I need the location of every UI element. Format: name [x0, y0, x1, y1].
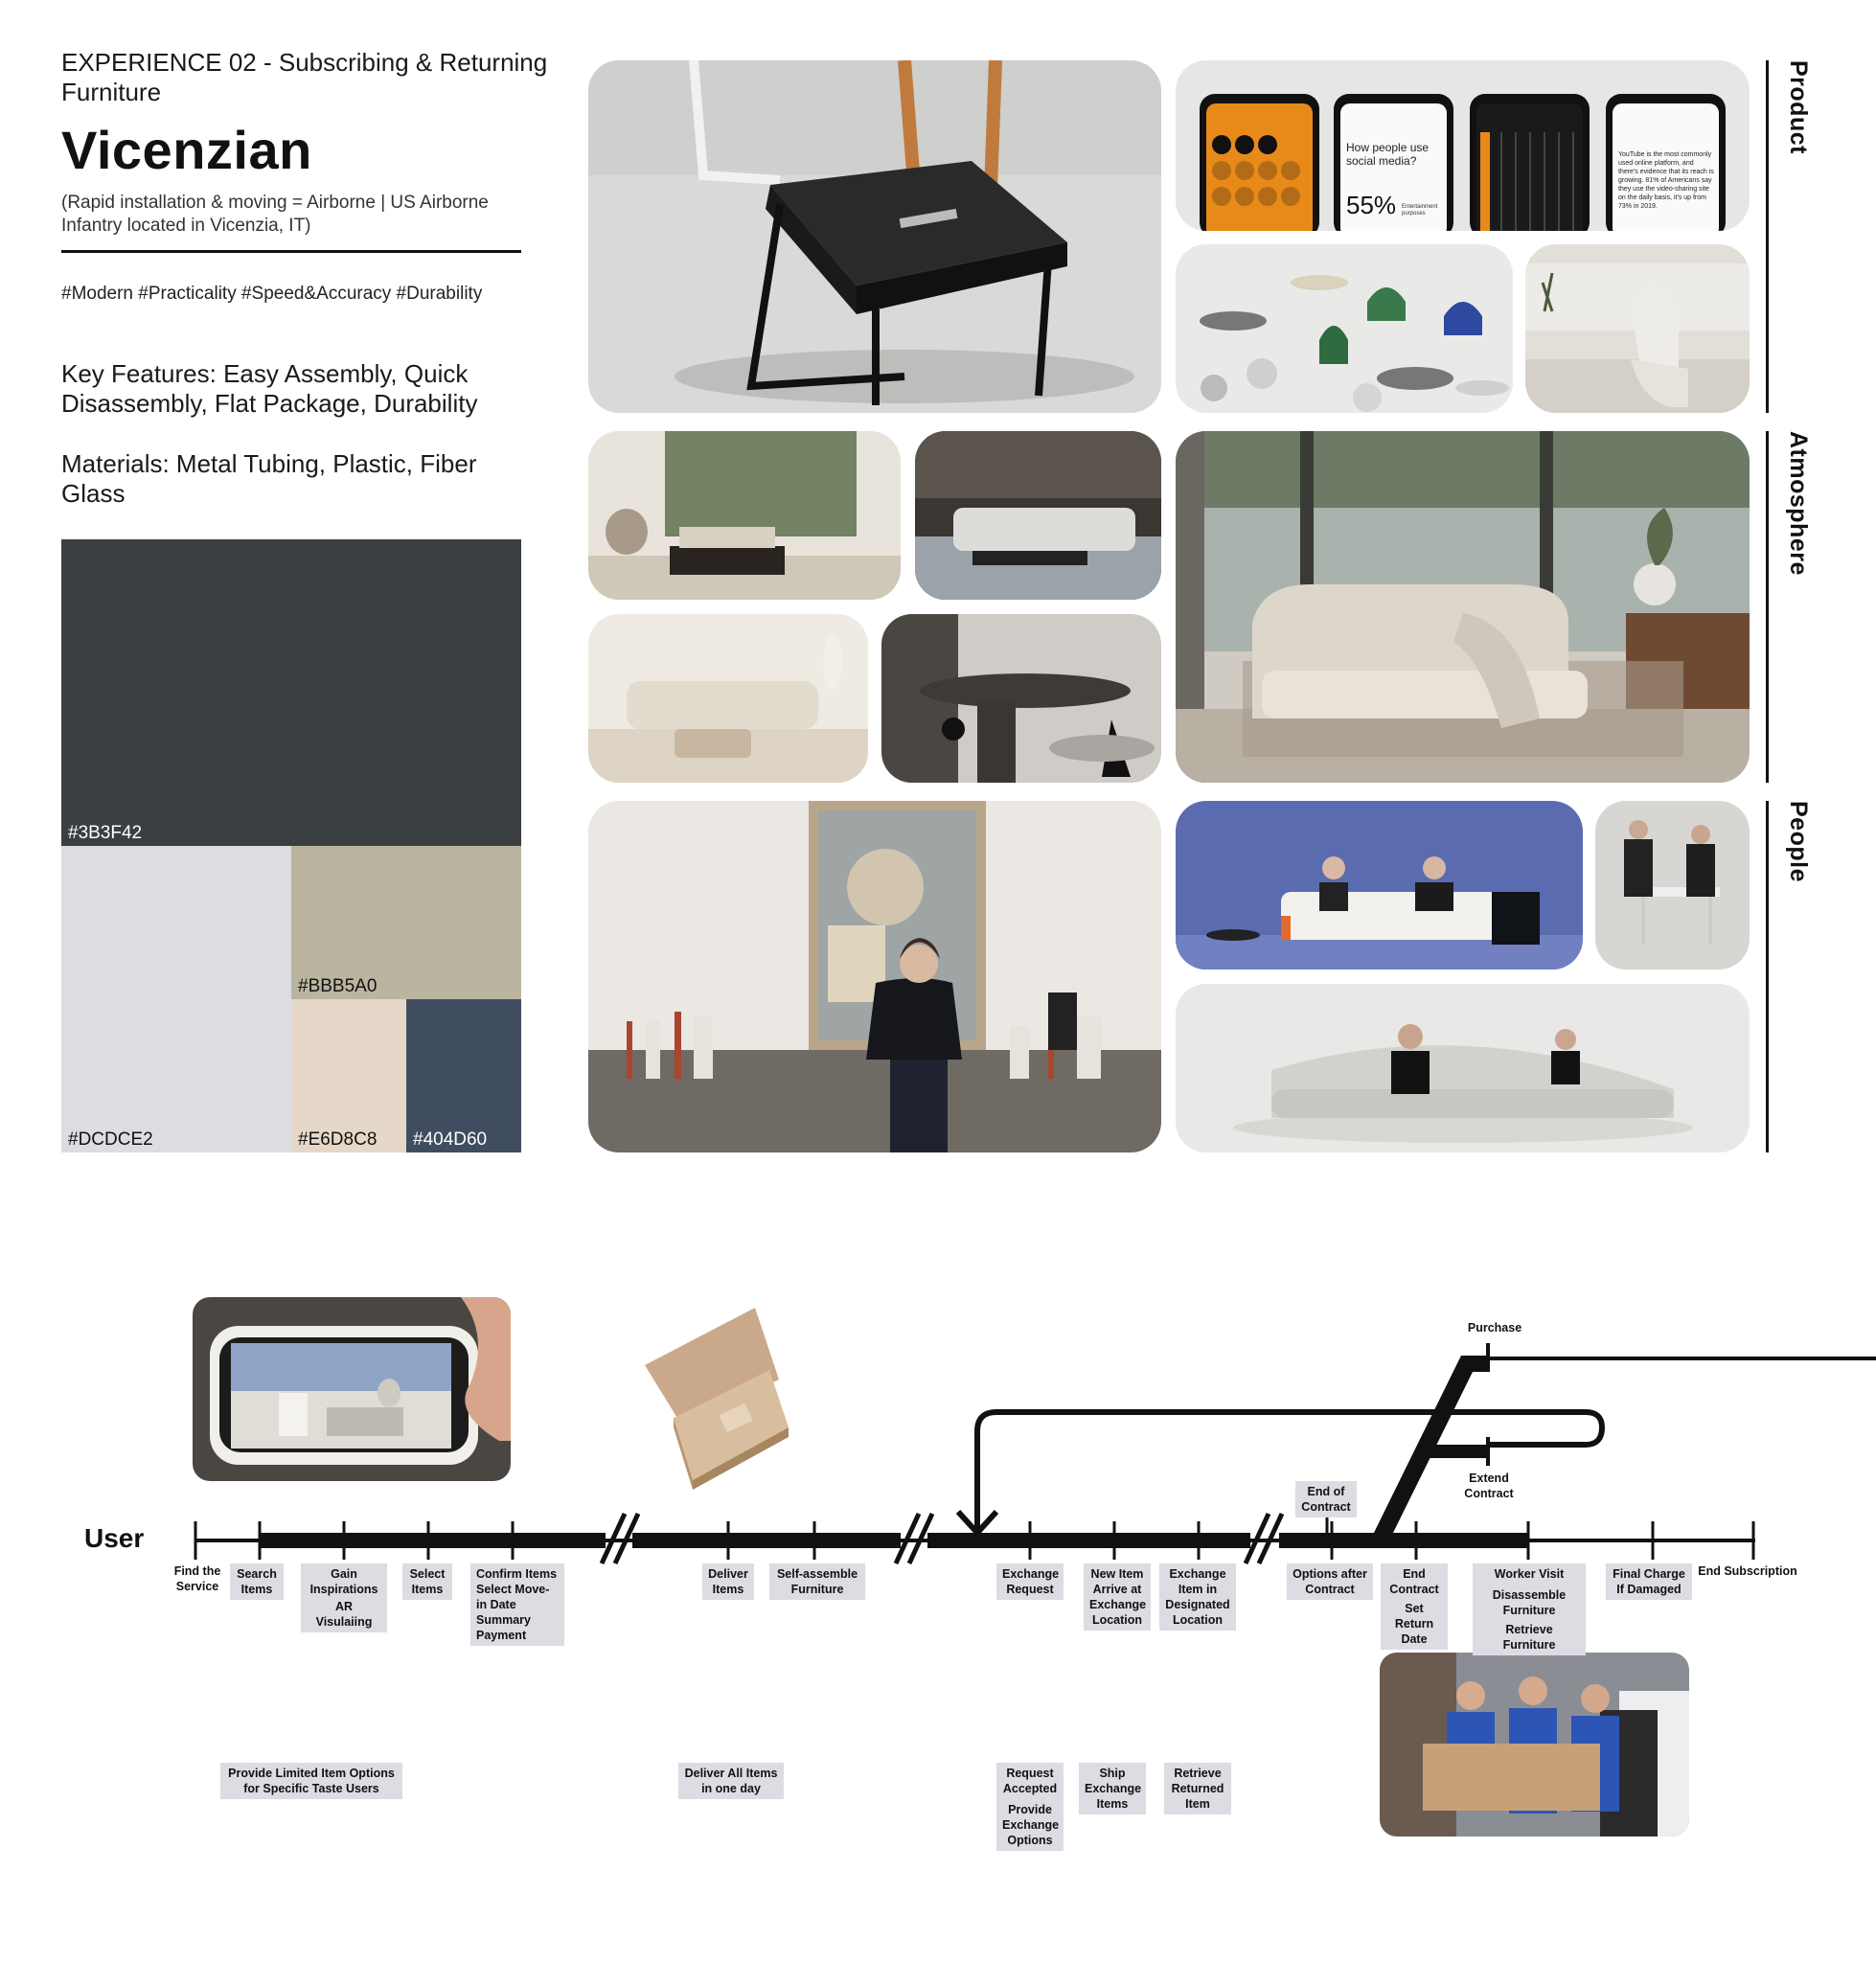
- stage-worker-visit: Worker Visit: [1473, 1563, 1586, 1585]
- actor-label: User: [84, 1523, 145, 1553]
- section-rule-product: [1766, 60, 1769, 413]
- swatch-cream: [291, 999, 406, 1152]
- photo-beige-sofa-room: [588, 614, 868, 783]
- stage-exchange-request: Exchange Request: [996, 1563, 1064, 1600]
- swatch-light-gray: [61, 846, 291, 1152]
- section-label-atmosphere: Atmosphere: [1785, 431, 1812, 576]
- backstage-retrieve-returned: Retrieve Returned Item: [1164, 1763, 1231, 1814]
- hashtags: #Modern #Practicality #Speed&Accuracy #Durability: [61, 284, 483, 304]
- stage-new-item-arrive: New Item Arrive at Exchange Location: [1084, 1563, 1151, 1631]
- stage-find-service: Find the Service: [173, 1564, 221, 1593]
- stage-self-assemble: Self-assemble Furniture: [769, 1563, 865, 1600]
- swatch-label: #DCDCE2: [68, 1129, 153, 1150]
- phone-stat-caption: Entertainment purposes: [1402, 204, 1438, 217]
- section-rule-people: [1766, 801, 1769, 1152]
- stage-final-charge: Final Charge If Damaged: [1606, 1563, 1692, 1600]
- stage-set-return-date: Set Return Date: [1381, 1598, 1448, 1650]
- swatch-khaki: [291, 846, 521, 999]
- stage-ar-visualizing: AR Visulaiing: [301, 1596, 387, 1632]
- swatch-label: #BBB5A0: [298, 976, 377, 996]
- photo-chair-collection: [1176, 244, 1513, 413]
- backstage-limited-options: Provide Limited Item Options for Specific Taste Users: [220, 1763, 402, 1799]
- photo-couple-on-sofa: [1176, 801, 1583, 970]
- photo-social-media-phones: [1176, 60, 1750, 231]
- photo-people-at-table: [1595, 801, 1750, 970]
- branch-purchase: Purchase: [1467, 1321, 1522, 1335]
- materials: Materials: Metal Tubing, Plastic, Fiber Glass: [61, 449, 477, 508]
- brand-name: Vicenzian: [61, 120, 312, 180]
- experience-title: EXPERIENCE 02 - Subscribing & Returning Furniture: [61, 48, 548, 106]
- photo-couple-curved-sofa: [1176, 984, 1750, 1152]
- stage-end-contract: End Contract: [1381, 1563, 1448, 1600]
- phone-heading: How people use social media?: [1346, 141, 1430, 168]
- photo-modern-living-room: [915, 431, 1161, 600]
- phone-paragraph: YouTube is the most commonly used online platform, and there's evidence that its reach is growing. 81% of Americans say they use the video-sharing site on the daily basis, it's up from 73% in 2019.: [1618, 151, 1714, 210]
- stage-confirm-payment: Confirm Items Select Move-in Date Summary Payment: [470, 1563, 564, 1646]
- stage-deliver-items: Deliver Items: [702, 1563, 754, 1600]
- brand-note: (Rapid installation & moving = Airborne | US Airborne Infantry located in Vicenzia, IT): [61, 193, 489, 236]
- section-label-people: People: [1785, 801, 1812, 882]
- photo-lakeview-sofa: [1176, 431, 1750, 783]
- backstage-request-accepted: Request Accepted: [996, 1763, 1064, 1799]
- stage-end-subscription: End Subscription: [1698, 1564, 1797, 1578]
- backstage-deliver-one-day: Deliver All Items in one day: [678, 1763, 784, 1799]
- photo-dark-dining-room: [881, 614, 1161, 783]
- swatch-label: #3B3F42: [68, 823, 143, 843]
- swatch-charcoal: [61, 539, 521, 846]
- backstage-exchange-options: Provide Exchange Options: [996, 1799, 1064, 1851]
- photo-black-stool: [588, 60, 1161, 413]
- key-features: Key Features: Easy Assembly, Quick Disassembly, Flat Package, Durability: [61, 359, 478, 418]
- photo-lounge-window: [588, 431, 901, 600]
- swatch-label: #404D60: [413, 1129, 488, 1150]
- stage-exchange-item: Exchange Item in Designated Location: [1159, 1563, 1236, 1631]
- divider: [61, 250, 521, 253]
- backstage-ship-exchange: Ship Exchange Items: [1079, 1763, 1146, 1814]
- photo-white-chair-room: [1525, 244, 1750, 413]
- swatch-slate-blue: [406, 999, 521, 1152]
- phone-stat: 55%: [1346, 191, 1397, 219]
- branch-extend-contract: Extend Contract: [1464, 1472, 1514, 1500]
- stage-disassemble: Disassemble Furniture: [1473, 1585, 1586, 1621]
- stage-gain-inspirations: Gain Inspirations: [301, 1563, 387, 1600]
- journey-timeline: [0, 1284, 1876, 1571]
- stage-select-items: Select Items: [402, 1563, 452, 1600]
- stage-retrieve-furniture: Retrieve Furniture: [1473, 1619, 1586, 1655]
- stage-search-items: Search Items: [230, 1563, 284, 1600]
- section-label-product: Product: [1785, 60, 1812, 154]
- photo-delivery-workers: [1380, 1653, 1689, 1837]
- stage-options-after-contract: Options after Contract: [1287, 1563, 1373, 1600]
- branch-end-of-contract: End of Contract: [1295, 1481, 1357, 1517]
- photo-woman-bookshelf: [588, 801, 1161, 1152]
- swatch-label: #E6D8C8: [298, 1129, 377, 1150]
- section-rule-atmosphere: [1766, 431, 1769, 783]
